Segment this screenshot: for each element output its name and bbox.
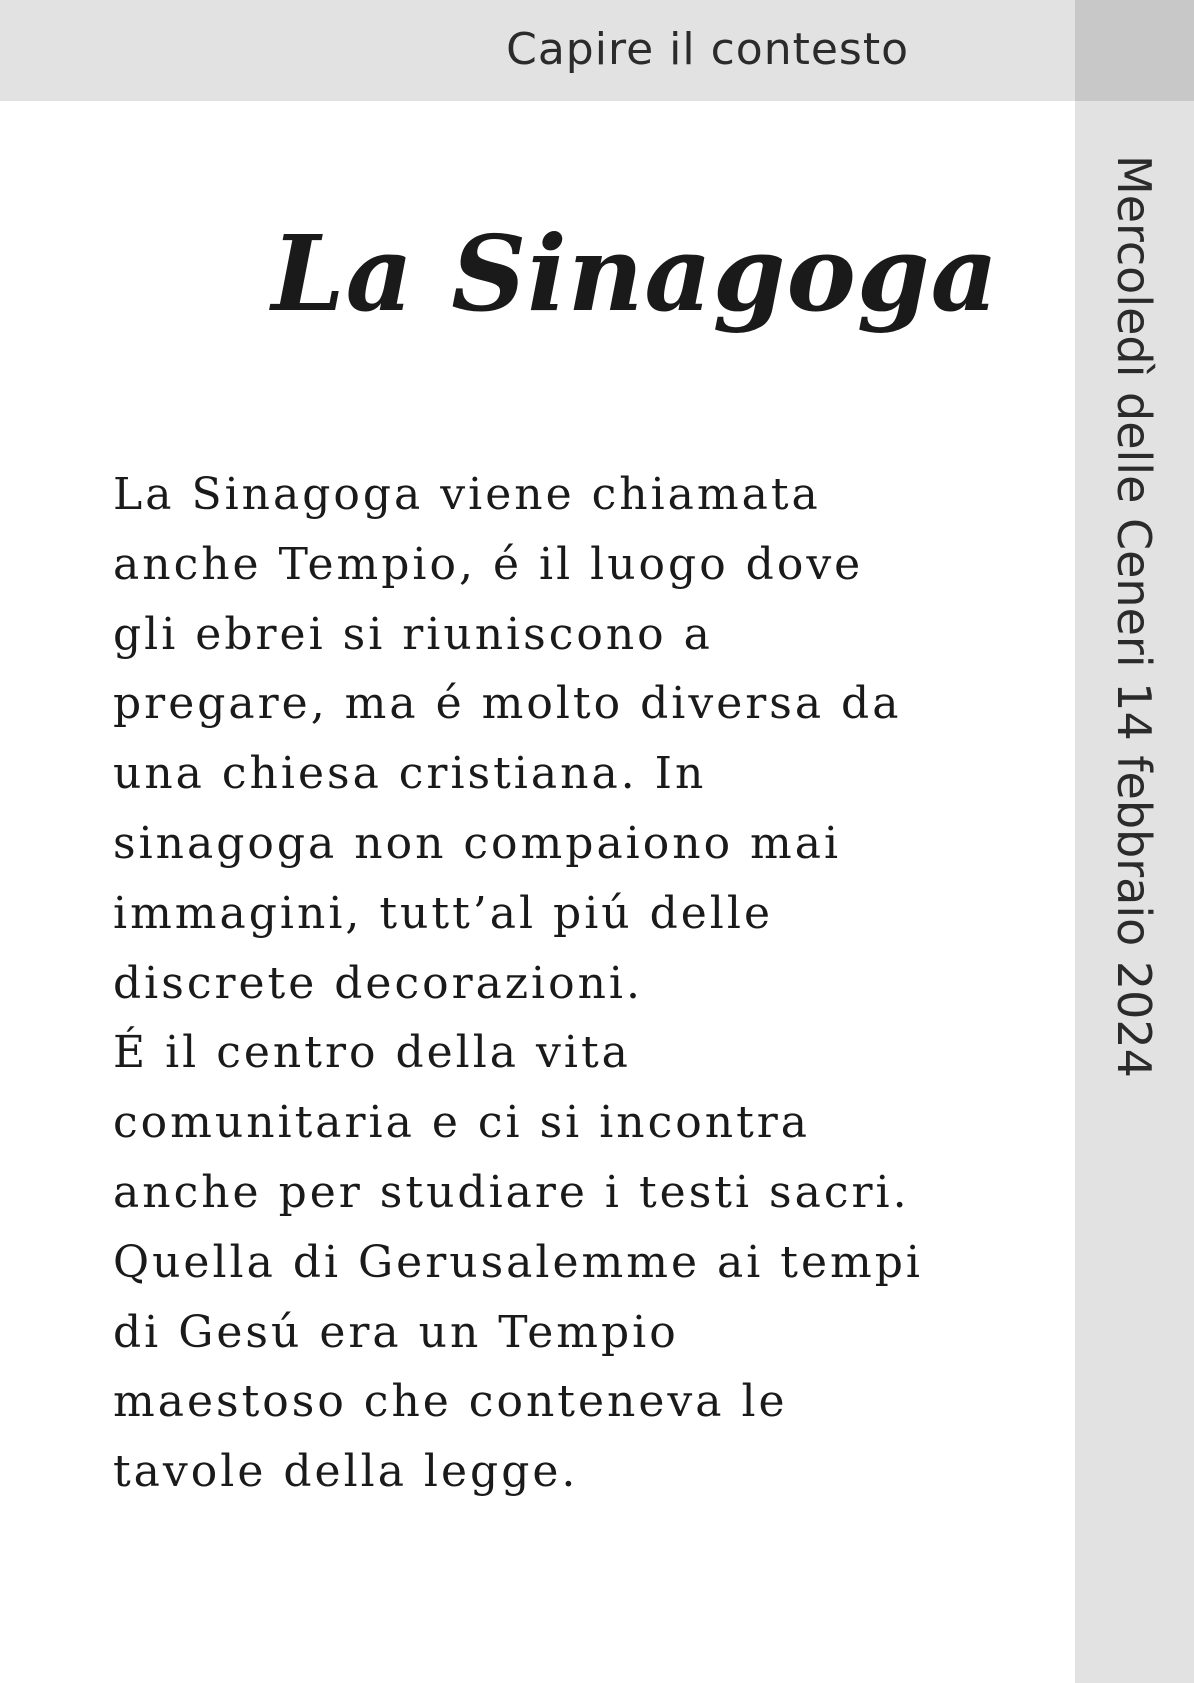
body-line: immagini, tutt’al piú delle bbox=[113, 887, 773, 939]
body-line: comunitaria e ci si incontra bbox=[113, 1097, 811, 1149]
body-line: discrete decorazioni. bbox=[113, 957, 643, 1009]
date-label: Mercoledì delle Ceneri 14 febbraio 2024 bbox=[1107, 155, 1161, 1078]
body-text bbox=[113, 460, 1013, 1507]
body-line: sinagoga non compaiono mai bbox=[113, 817, 842, 869]
section-label: Capire il contesto bbox=[506, 24, 909, 75]
body-line: anche Tempio, é il luogo dove bbox=[113, 538, 864, 590]
body-line: gli ebrei si riuniscono a bbox=[113, 608, 713, 660]
body-line: anche per studiare i testi sacri. bbox=[113, 1166, 910, 1218]
body-line: una chiesa cristiana. In bbox=[113, 748, 707, 800]
body-line: La Sinagoga viene chiamata bbox=[113, 469, 821, 520]
body-line: É il centro della vita bbox=[113, 1027, 631, 1079]
header-band bbox=[0, 0, 1075, 101]
body-line: di Gesú era un Tempio bbox=[113, 1306, 679, 1358]
body-line: maestoso che conteneva le bbox=[113, 1376, 788, 1428]
page-title: La Sinagoga bbox=[271, 212, 999, 335]
corner-block bbox=[1075, 0, 1194, 101]
body-line: pregare, ma é molto diversa da bbox=[113, 678, 902, 730]
body-line: tavole della legge. bbox=[113, 1446, 579, 1498]
body-line: Quella di Gerusalemme ai tempi bbox=[113, 1236, 923, 1288]
